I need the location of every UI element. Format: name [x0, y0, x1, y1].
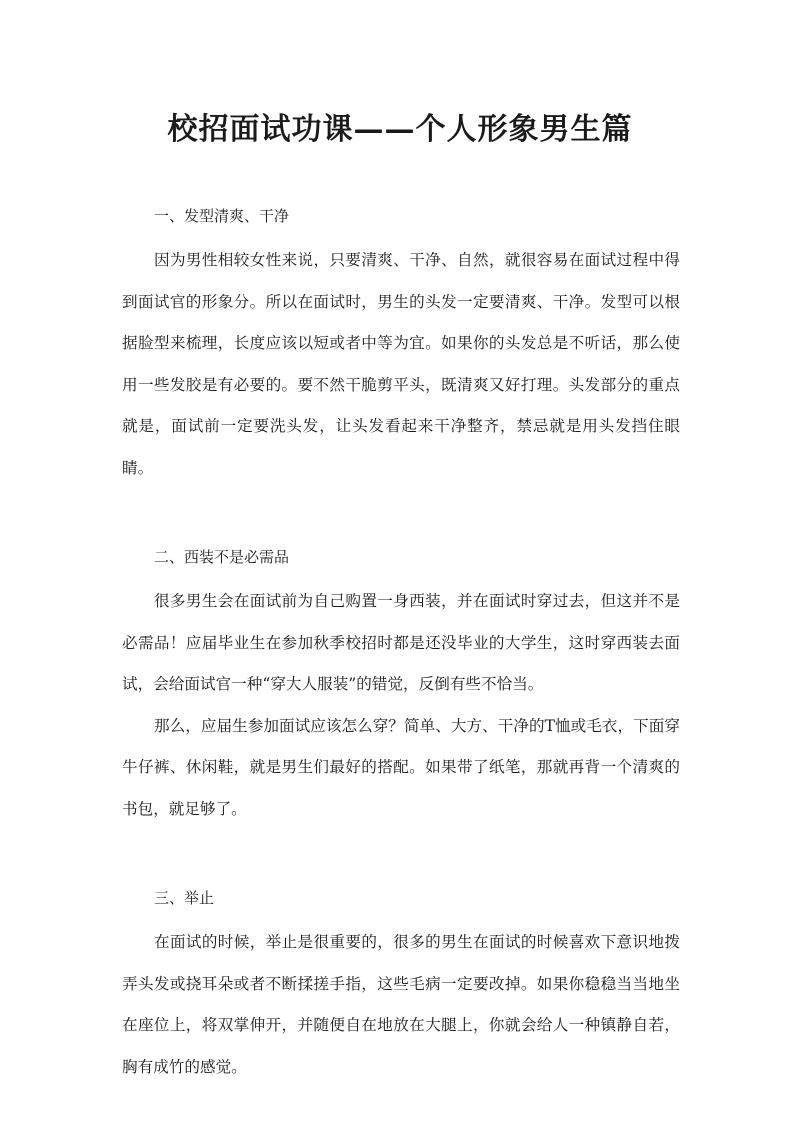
section-heading: 二、西装不是必需品 [154, 548, 290, 566]
paragraph: 那么，应届生参加面试应该怎么穿？简单、大方、干净的T恤或毛衣，下面穿牛仔裤、休闲鞋，就是男生们最好的搭配。如果带了纸笔，那就再背一个清爽的书包，就足够了。 [122, 716, 680, 818]
paragraph: 很多男生会在面试前为自己购置一身西装，并在面试时穿过去，但这并不是必需品！应届毕业生在参加秋季校招时都是还没毕业的大学生，这时穿西装去面试，会给面试官一种“穿大人服装”的错觉，反倒有些不恰当。 [122, 592, 680, 693]
section-heading: 一、发型清爽、干净 [154, 207, 290, 225]
paragraph: 在面试的时候，举止是很重要的，很多的男生在面试的时候喜欢下意识地拨弄头发或挠耳朵或者不断揉搓手指，这些毛病一定要改掉。如果你稳稳当当地坐在座位上，将双掌伸开，并随便自在地放在大腿上，你就会给人一种镇静自若，胸有成竹的感觉。 [122, 933, 680, 1076]
section-suit [122, 547, 680, 830]
paragraph: 因为男性相较女性来说，只要清爽、干净、自然，就很容易在面试过程中得到面试官的形象分。所以在面试时，男生的头发一定要清爽、干净。发型可以根据脸型来梳理，长度应该以短或者中等为宜。如果你的头发总是不听话，那么使用一些发胶是有必要的。要不然干脆剪平头，既清爽又好打理。头发部分的重点就是，面试前一定要洗头发，让头发看起来干净整齐，禁忌就是用头发挡住眼睛。 [122, 251, 680, 477]
section-behavior [122, 888, 680, 1088]
section-hairstyle [122, 206, 680, 489]
document-title: 校招面试功课——个人形象男生篇 [167, 112, 633, 147]
section-heading: 三、举止 [154, 889, 215, 907]
document-body [122, 206, 680, 1088]
